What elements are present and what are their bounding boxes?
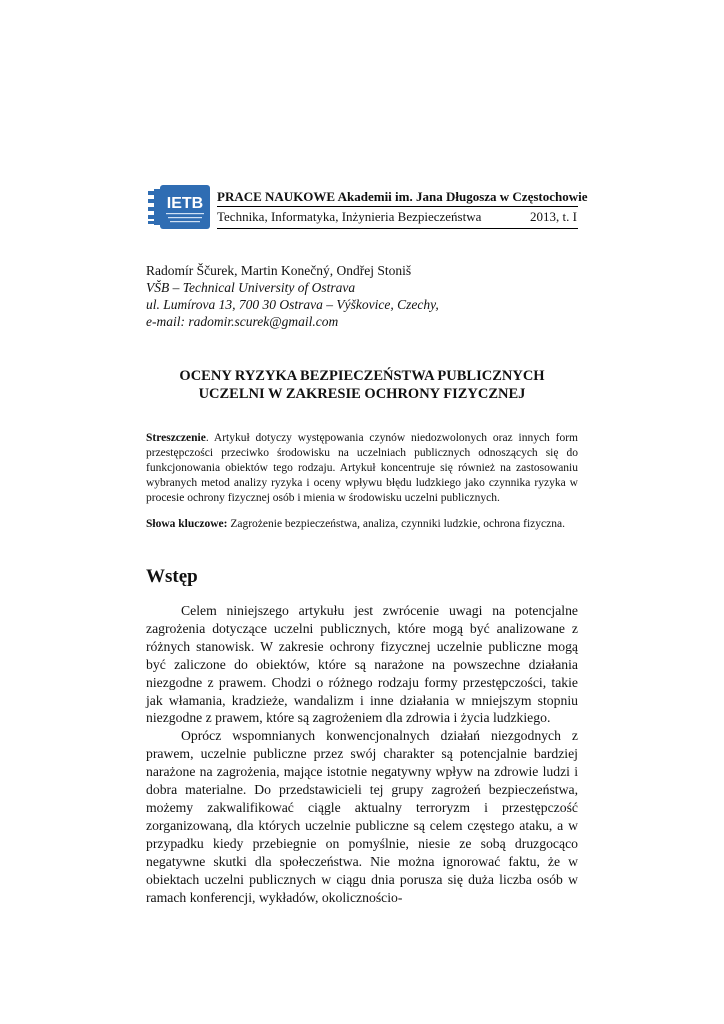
paragraph-1: Celem niniejszego artykułu jest zwrócenie uwagi na potencjalne zagrożenia dotyczące uczelni publicznych, które mogą być analizowane z różnych stanowisk. W zakresie ochrony fizycznej uczelnie publiczne mogą być zaliczone do obiektów, które są narażone na powszechne działania niezgodne z prawem. Chodzi o różnego rodzaju formy przestępczości, takie jak włamania, kradzieże, wandalizm i inne działania w mniejszym stopniu niezgodne z prawem, które są zagrożeniem dla zdrowia i życia ludzkiego. <box>146 603 578 726</box>
logo-text: IETB <box>166 195 204 212</box>
keywords-text: Zagrożenie bezpieczeństwa, analiza, czynniki ludzkie, ochrona fizyczna. <box>227 518 565 530</box>
keywords <box>146 517 578 532</box>
abstract-label: Streszczenie <box>146 432 206 444</box>
volume: 2013, t. I <box>530 209 577 224</box>
title-line-1: OCENY RYZYKA BEZPIECZEŃSTWA PUBLICZNYCH <box>179 368 545 384</box>
abstract <box>146 431 578 506</box>
header-rule-top <box>217 206 578 207</box>
section-heading: Wstęp <box>146 566 198 587</box>
series-name: Technika, Informatyka, Inżynieria Bezpieczeństwa <box>217 209 482 224</box>
ietb-logo <box>146 183 212 231</box>
email: e-mail: radomir.scurek@gmail.com <box>146 314 339 329</box>
paper-title <box>146 367 578 403</box>
author-block <box>146 262 439 330</box>
abstract-text: . Artykuł dotyczy występowania czynów niedozwolonych oraz innych form przestępczości przeciwko środowisku na uczelniach publicznych odnoszących się do funkcjonowania obiektów tego rodzaju. Artykuł koncentruje się również na zastosowaniu wybranych metod analizy ryzyka i oceny wpływu błędu ludzkiego jako czynnika ryzyka w procesie ochrony fizycznej osób i mienia w środowisku uczelni publicznych. <box>146 432 578 504</box>
series-line <box>217 209 577 225</box>
header-rule-bottom <box>217 228 578 229</box>
author-names: Radomír Ščurek, Martin Konečný, Ondřej Stoniš <box>146 263 412 278</box>
address: ul. Lumírova 13, 700 30 Ostrava – Výškovice, Czechy, <box>146 297 439 312</box>
affiliation: VŠB – Technical University of Ostrava <box>146 280 356 295</box>
title-line-2: UCZELNI W ZAKRESIE OCHRONY FIZYCZNEJ <box>198 386 526 402</box>
journal-title: PRACE NAUKOWE Akademii im. Jana Długosza w Częstochowie <box>217 189 588 204</box>
keywords-label: Słowa kluczowe: <box>146 518 228 530</box>
body-text <box>146 602 578 906</box>
paragraph-2: Oprócz wspomnianych konwencjonalnych działań niezgodnych z prawem, uczelnie publiczne przez swój charakter są potencjalnie bardziej narażone na zagrożenia, mające istotnie negatywny wpływ na zdrowie ludzi i dobra materialne. Do przedstawicieli tej grupy zagrożeń bezpieczeństwa, możemy zakwalifikować ciągle aktualny terroryzm i przestępczość zorganizowaną, dla których uczelnie publiczne są celem częstego ataku, a w przypadku kiedy przebiegnie on pomyślnie, niesie ze sobą druzgocąco negatywne skutki dla społeczeństwa. Nie można ignorować faktu, że w obiektach uczelni publicznych w ciągu dnia porusza się duża liczba osób w ramach konferencji, wykładów, okolicznościo- <box>146 728 578 905</box>
